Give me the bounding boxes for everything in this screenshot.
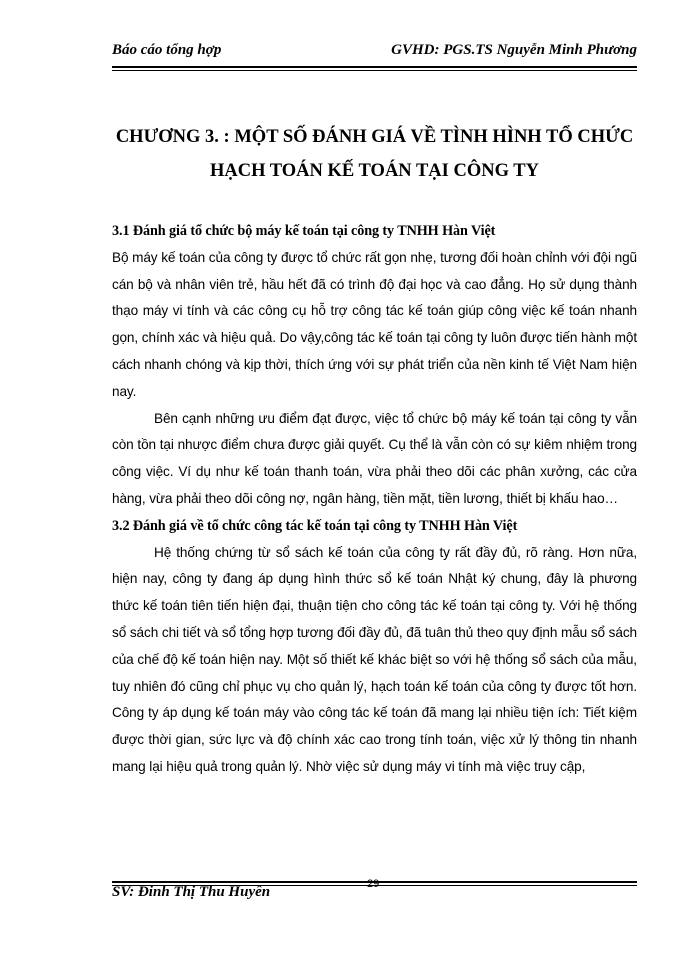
page-header — [112, 42, 637, 59]
document-body — [112, 218, 637, 781]
chapter-title — [112, 120, 637, 188]
chapter-title-line-1: CHƯƠNG 3. : MỘT SỐ ĐÁNH GIÁ VỀ TÌNH HÌNH TỔ CHỨC — [115, 127, 634, 147]
report-title: Báo cáo tổng hợp — [112, 42, 222, 58]
section-heading: 3.1 Đánh giá tổ chức bộ máy kế toán tại công ty TNHH Hàn Việt — [112, 223, 496, 239]
supervisor-name: GVHD: PGS.TS Nguyễn Minh Phương — [391, 42, 637, 58]
header-rule — [112, 66, 637, 71]
chapter-title-line-2: HẠCH TOÁN KẾ TOÁN TẠI CÔNG TY — [210, 161, 539, 181]
student-name: SV: Đinh Thị Thu Huyền — [112, 884, 271, 900]
page-number: 29 — [367, 878, 380, 890]
paragraph: Bộ máy kế toán của công ty được tổ chức rất gọn nhẹ, tương đối hoàn chỉnh với đội ngũ cán bộ và nhân viên trẻ, hầu hết đã có trình độ đại học và cao đẳng. Họ sử dụng thành thạo máy vi tính và các công cụ hỗ trợ công tác kế toán giúp công việc kế toán nhanh gọn, chính xác và hiệu quả. Do vậy,công tác kế toán tại công ty luôn được tiến hành một cách nhanh chóng và kịp thời, thích ứng với sự phát triển của nền kinh tế Việt Nam hiện nay. — [112, 249, 637, 399]
paragraph: Bên cạnh những ưu điểm đạt được, việc tổ chức bộ máy kế toán tại công ty vẫn còn tồn tại nhược điểm chưa được giải quyết. Cụ thể là vẫn còn có sự kiêm nhiệm trong công việc. Ví dụ như kế toán thanh toán, vừa phải theo dõi các phân xưởng, các cửa hàng, vừa phải theo dõi công nợ, ngân hàng, tiền mặt, tiền lương, thiết bị khấu hao… — [112, 410, 637, 506]
section-heading: 3.2 Đánh giá về tổ chức công tác kế toán tại công ty TNHH Hàn Việt — [112, 517, 518, 534]
paragraph: Hệ thống chứng từ sổ sách kế toán của công ty rất đầy đủ, rõ ràng. Hơn nữa, hiện nay, công ty đang áp dụng hình thức sổ kế toán Nhật ký chung, đây là phương thức kế toán tiên tiến hiện đại, thuận tiện cho công tác kế toán tại công ty. Với hệ thống sổ sách chi tiết và sổ tổng hợp tương đối đầy đủ, đã tuân thủ theo quy định mẫu sổ sách của chế độ kế toán hiện nay. Một số thiết kế khác biệt so với hệ thống sổ sách của mẫu, tuy nhiên đó cũng chỉ phục vụ cho quản lý, hạch toán kế toán của công ty được tốt hơn. Công ty áp dụng kế toán máy vào công tác kế toán đã mang lại nhiều tiện ích: Tiết kiệm được thời gian, sức lực và độ chính xác cao trong tính toán, việc xử lý thông tin nhanh mang lại hiệu quả trong quản lý. Nhờ việc sử dụng máy vi tính mà việc truy cập, — [112, 544, 637, 774]
